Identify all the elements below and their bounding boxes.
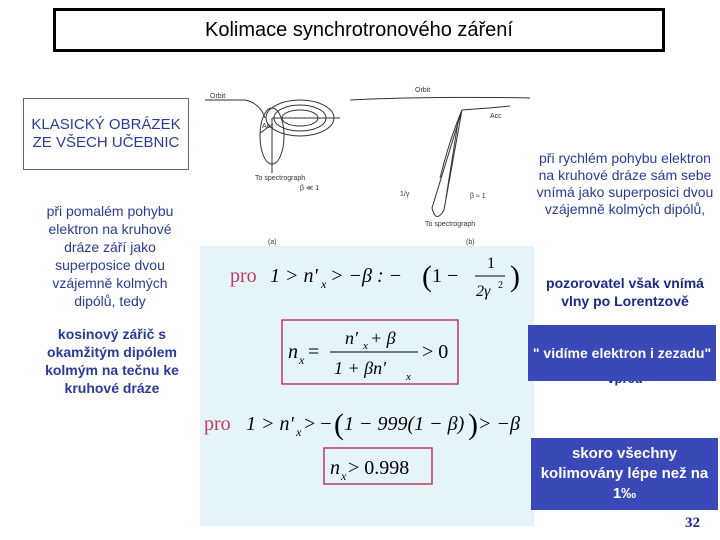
f2-num-rest: + β (370, 328, 396, 348)
f2-n-sub: x (299, 353, 305, 367)
beta-small-label: β ≪ 1 (300, 185, 320, 192)
f2-n: n (288, 341, 298, 363)
f1-lhs: 1 > n' (270, 265, 318, 287)
formula-panel (200, 246, 534, 526)
radiation-pattern-svg (200, 78, 540, 246)
orbit-curve-left (245, 100, 265, 118)
f4-n: n (330, 457, 340, 479)
classic-picture-label (23, 98, 189, 170)
collimated-box (531, 438, 718, 510)
orbit-curve-right (350, 97, 530, 100)
f3-paren-open: ( (334, 408, 344, 441)
cosine-emitter-text: kosinový zářič s okamžitým dipólem kolmým na tečnu ke kruhové dráze (45, 326, 179, 396)
f3-body: 1 − 999(1 − β) (344, 413, 465, 435)
f2-den: 1 + βn' (334, 358, 386, 378)
pro-label-2: pro (204, 413, 231, 435)
pro-label-1: pro (230, 265, 257, 287)
f3-sub: x (296, 425, 302, 439)
spectrograph-label-right: To spectrograph (425, 221, 476, 228)
f2-eq: = (308, 341, 320, 363)
observer-text: pozorovatel však vnímá vlny po Lorentzově (546, 275, 704, 309)
f1-sub: x (321, 277, 327, 291)
slow-motion-text: při pomalém pohybu elektron na kruhové dráze září jako superposice dvou vzájemně kolmých dipólů, tedy (46, 203, 174, 309)
gamma-label: 1/γ (400, 191, 410, 198)
panel-b-label: (b) (466, 239, 475, 246)
acc-label-left: Acc (262, 123, 274, 130)
collimated-pattern (350, 97, 530, 216)
cone-inner (446, 122, 458, 198)
f1-paren-close: ) (510, 260, 520, 293)
f1-den: 2γ (476, 283, 491, 300)
dipole-pattern (205, 100, 340, 173)
f3-tail: > −β (478, 413, 520, 435)
f4-rest: > 0.998 (348, 457, 410, 479)
slide-title (53, 8, 665, 52)
f1-mid: > −β : − (330, 265, 403, 287)
slide-title-text: Kolimace synchrotronového záření (205, 18, 513, 41)
f1-paren-open: ( (422, 260, 432, 293)
beta-approx-label: β ≈ 1 (470, 193, 486, 200)
f2-num-sub: x (363, 340, 368, 352)
f1-num: 1 (487, 255, 495, 272)
formula-svg (200, 246, 534, 526)
radiation-pattern-figure (200, 78, 540, 246)
f1-one: 1 − (432, 265, 459, 287)
classic-picture-text: KLASICKÝ OBRÁZEK ZE VŠECH UČEBNIC (31, 116, 181, 151)
orbit-label-left: Orbit (210, 93, 226, 100)
acc-label-right: Acc (490, 113, 502, 120)
page-number: 32 (685, 515, 700, 531)
sees-from-behind-box (528, 325, 716, 381)
f3-mid: > − (304, 413, 332, 435)
panel-a-label: (a) (268, 239, 277, 246)
f4-sub: x (341, 469, 347, 483)
acc-arrow-right (462, 106, 510, 110)
f2-num: n' (345, 328, 358, 348)
collimated-text: skoro všechny kolimovány lépe než na 1‰ (540, 445, 709, 502)
f2-den-sub: x (406, 371, 411, 383)
f2-gt: > 0 (422, 341, 449, 363)
spectrograph-label-left: To spectrograph (255, 175, 306, 182)
f3-lhs: 1 > n' (246, 413, 294, 435)
fast-motion-text: při rychlém pohybu elektron na kruhové dráze sám sebe vnímá jako superposici dvou vzájemně kolmých dipólů, (536, 150, 714, 217)
f1-den-sup: 2 (498, 280, 503, 291)
sees-from-behind-text: " vidíme elektron i zezadu" (532, 344, 712, 361)
f3-paren-close: ) (468, 408, 478, 441)
orbit-label-right: Orbit (415, 87, 431, 94)
